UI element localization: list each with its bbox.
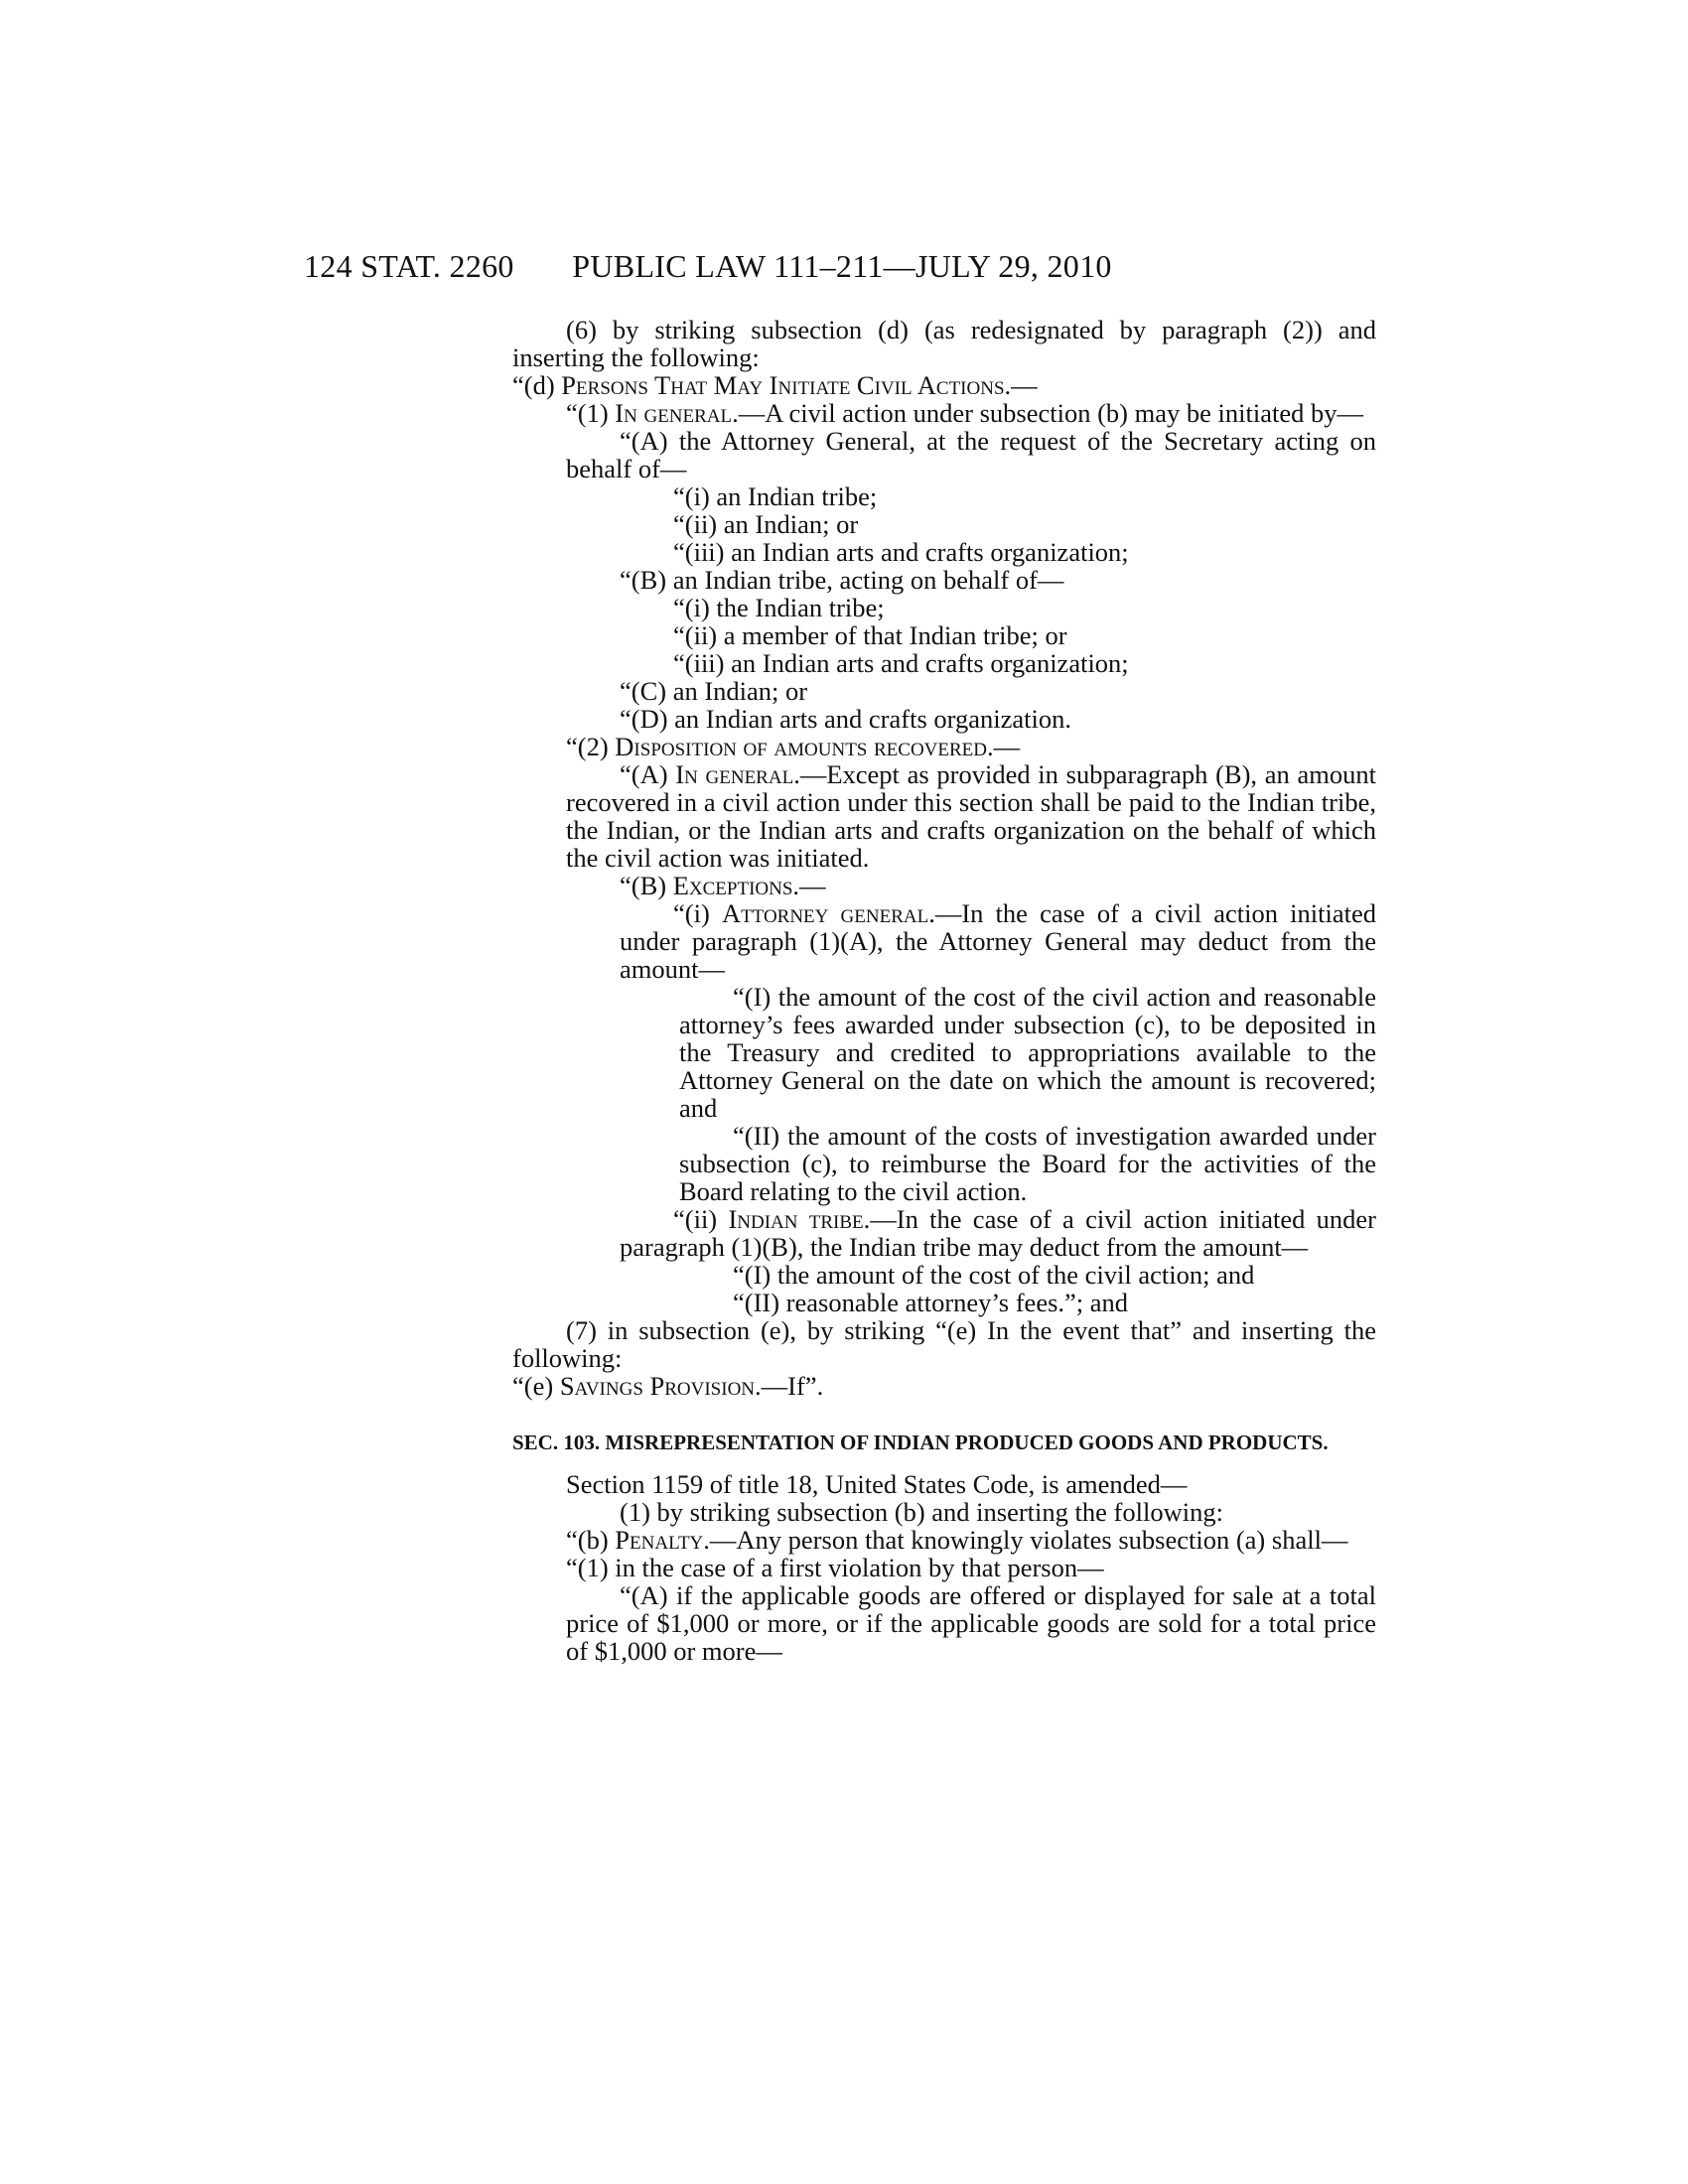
subitem-d2BiiII: “(II) reasonable attorney’s fees.”; and [733,1288,1129,1317]
item-d1Biii: “(iii) an Indian arts and crafts organization; [673,648,1129,678]
subitem-d2BiI: “(I) the amount of the cost of the civil action and reasonable attorney’s fees awarded under subsection (c), to be deposited in the Treasury and credited to appropriations available to the Attorney General on the date on which the amount is recovered; and [679,982,1376,1123]
clause-d1B: “(B) an Indian tribe, acting on behalf of— [620,565,1064,595]
item-d1Bi: “(i) the Indian tribe; [673,593,885,622]
paragraph-b1: “(1) in the case of a first violation by that person— [566,1553,1104,1582]
item-d2Bi: “(i) Attorney general.—In the case of a civil action initiated under paragraph (1)(A), the Attorney General may deduct from the amount— [620,898,1376,984]
amendment-1: (1) by striking subsection (b) and inserting the following: [620,1497,1223,1527]
clause-d2A: “(A) In general.—Except as provided in subparagraph (B), an amount recovered in a civil action under this section shall be paid to the Indian tribe, the Indian, or the Indian arts and crafts organization on the behalf of which the civil action was initiated. [566,759,1376,873]
subsection-e-heading: “(e) Savings Provision.—If”. [512,1371,824,1401]
item-d1Aii: “(ii) an Indian; or [673,509,859,539]
subitem-d2BiII: “(II) the amount of the costs of investigation awarded under subsection (c), to reimburse the Board for the activities of the Board relating to the civil action. [679,1121,1376,1206]
section-103-heading: SEC. 103. MISREPRESENTATION OF INDIAN PRODUCED GOODS AND PRODUCTS. [512,1431,1329,1454]
clause-d1C: “(C) an Indian; or [620,676,808,706]
page-header [304,248,1380,288]
running-title: PUBLIC LAW 111–211—JULY 29, 2010 [572,248,1112,284]
clause-d2B: “(B) Exceptions.— [620,871,826,900]
item-d2Bii: “(ii) Indian tribe.—In the case of a civil action initiated under paragraph (1)(B), the Indian tribe may deduct from the amount— [620,1204,1377,1262]
item-d1Bii: “(ii) a member of that Indian tribe; or [673,620,1067,650]
clause-b1A: “(A) if the applicable goods are offered or displayed for sale at a total price of $1,000 or more, or if the applicable goods are sold for a total price of $1,000 or more— [566,1580,1376,1666]
paragraph-d1: “(1) In general.—A civil action under subsection (b) may be initiated by— [566,398,1363,428]
subsection-b-penalty: “(b) Penalty.—Any person that knowingly violates subsection (a) shall— [566,1525,1348,1555]
item-d1Aiii: “(iii) an Indian arts and crafts organization; [673,537,1129,567]
clause-d1A: “(A) the Attorney General, at the request of the Secretary acting on behalf of— [566,426,1376,483]
section-1159-intro: Section 1159 of title 18, United States Code, is amended— [566,1469,1188,1499]
subitem-d2BiiI: “(I) the amount of the cost of the civil action; and [733,1260,1255,1290]
document-body [512,316,1376,1665]
paragraph-7: (7) in subsection (e), by striking “(e) In the event that” and inserting the following: [512,1315,1376,1373]
subsection-d-heading: “(d) Persons That May Initiate Civil Actions.— [512,370,1038,400]
paragraph-6: (6) by striking subsection (d) (as redesignated by paragraph (2)) and inserting the following: [512,315,1376,372]
stat-citation: 124 STAT. 2260 [304,248,514,284]
item-d1Ai: “(i) an Indian tribe; [673,481,878,511]
paragraph-d2: “(2) Disposition of amounts recovered.— [566,732,1021,761]
clause-d1D: “(D) an Indian arts and crafts organization. [620,704,1071,734]
